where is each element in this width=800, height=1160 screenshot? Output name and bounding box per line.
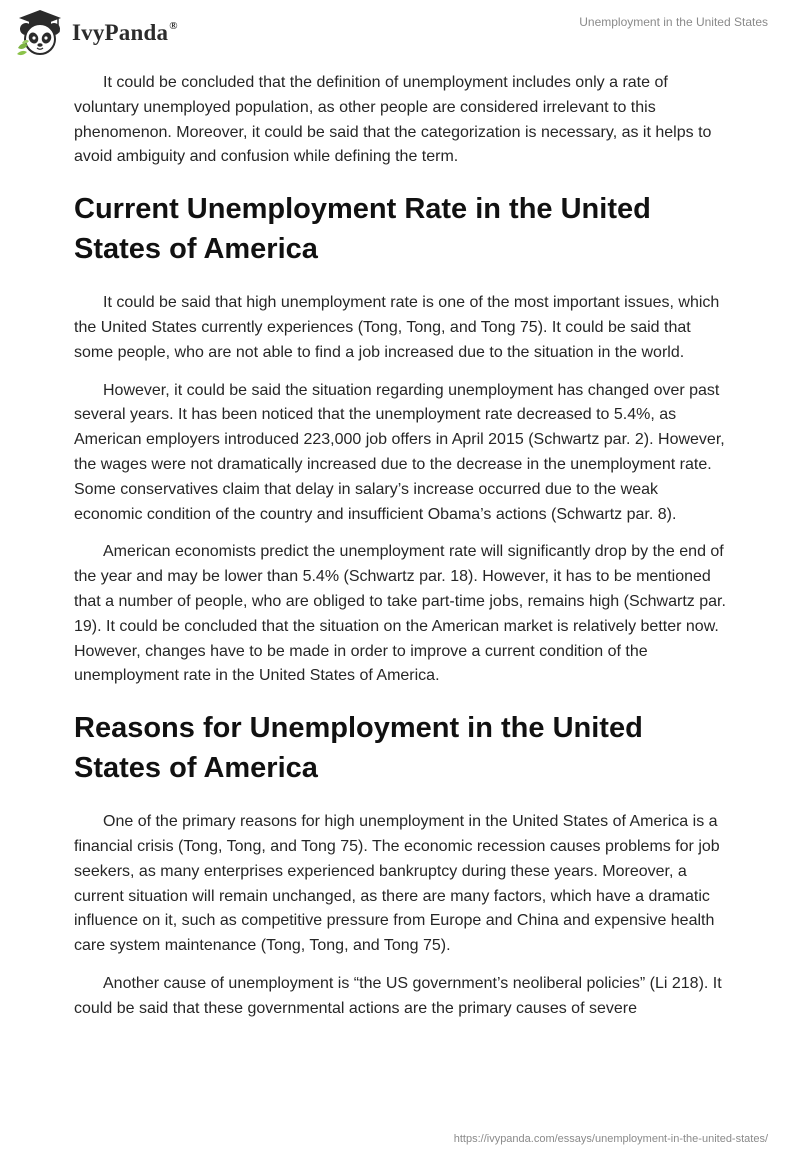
paragraph: American economists predict the unemployment rate will significantly drop by the end of the year and may be lower than 5.4% (Schwartz par. 18). However, it has to be mentioned that a number of people, who are obliged to take part-time jobs, remains high (Schwartz par. 19). It could be concluded that the situation on the American market is relatively better now. However, changes have to be made in order to improve a current condition of the unemployment rate in the United States of America. [74,543,726,685]
paragraph: One of the primary reasons for high unemployment in the United States of America is a financial crisis (Tong, Tong, and Tong 75). The economic recession causes problems for job seekers, as many enterprises experienced bankruptcy during these years. Moreover, a current situation will remain unchanged, as there are many factors, which have a dramatic influence on it, such as competitive pressure from Europe and China and expensive health care system maintenance (Tong, Tong, and Tong 75). [74,813,720,955]
article-body [74,71,726,1035]
paragraph: It could be concluded that the definition of unemployment includes only a rate of voluntary unemployed population, as other people are considered irrelevant to this phenomenon. Moreover, it could be said that the categorization is necessary, as it helps to avoid ambiguity and confusion while defining the term. [74,74,712,166]
section-heading: Reasons for Unemployment in the United States of America [74,712,643,785]
page-header [0,0,800,70]
paragraph: However, it could be said the situation regarding unemployment has changed over past several years. It has been noticed that the unemployment rate decreased to 5.4%, as American employers introduced 223,000 job offers in April 2015 (Schwartz par. 2). However, the wages were not dramatically increased due to the decrease in the unemployment rate. Some conservatives claim that delay in salary’s increase occurred due to the weak economic condition of the country and insufficient Obama’s actions (Schwartz par. 8). [74,381,725,523]
paragraph: It could be said that high unemployment rate is one of the most important issues, which the United States currently experiences (Tong, Tong, and Tong 75). It could be said that some people, who are not able to find a job increased due to the situation in the world. [74,294,720,361]
panda-graduate-icon [14,8,66,58]
section-heading: Current Unemployment Rate in the United States of America [74,193,651,266]
brand-name: IvyPanda® [72,20,178,45]
ivypanda-logo[interactable] [14,8,178,58]
paragraph: Another cause of unemployment is “the US government’s neoliberal policies” (Li 218). It could be said that these governmental actions are the primary causes of severe [74,974,722,1017]
source-url[interactable]: https://ivypanda.com/essays/unemployment-in-the-united-states/ [453,1133,768,1145]
document-title: Unemployment in the United States [579,15,768,29]
